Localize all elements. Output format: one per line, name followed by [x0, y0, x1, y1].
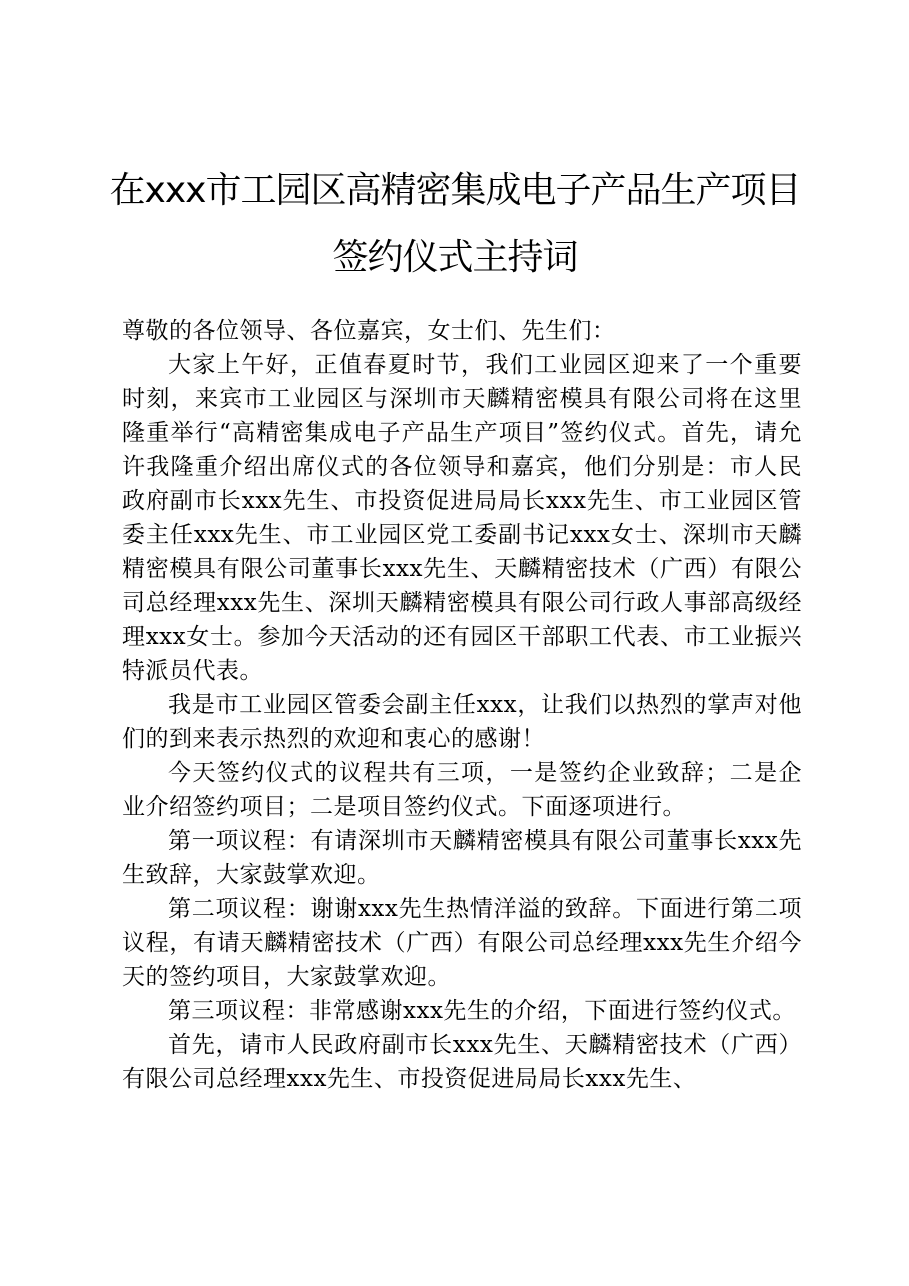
document-title-line-2: 签约仪式主持词 — [332, 237, 578, 278]
paragraph-opening: 大家上午好，正值春夏时节，我们工业园区迎来了一个重要时刻，来宾市工业园区与深圳市天麟精密模具有限公司将在这里隆重举行“高精密集成电子产品生产项目”签约仪式。首先，请允许我隆重介绍出席仪式的各位领导和嘉宾，他们分别是：市人民政府副市长xxx先生、市投资促进局局长xxx先生、市工业园区管委主任xxx先生、市工业园区党工委副书记xxx女士、深圳市天麟精密模具有限公司董事长xxx先生、天麟精密技术（广西）有限公司总经理xxx先生、深圳天麟精密模具有限公司行政人事部高级经理xxx女士。参加今天活动的还有园区干部职工代表、市工业振兴特派员代表。 — [122, 352, 802, 684]
paragraph-agenda-item-1: 第一项议程：有请深圳市天麟精密模具有限公司董事长xxx先生致辞，大家鼓掌欢迎。 — [122, 828, 802, 888]
paragraph-agenda: 今天签约仪式的议程共有三项，一是签约企业致辞；二是企业介绍签约项目；二是项目签约仪式。下面逐项进行。 — [122, 760, 802, 820]
paragraph-host-intro: 我是市工业园区管委会副主任xxx，让我们以热烈的掌声对他们的到来表示热烈的欢迎和衷心的感谢！ — [122, 692, 802, 752]
salutation: 尊敬的各位领导、各位嘉宾，女士们、先生们： — [122, 318, 616, 344]
document-body — [122, 314, 802, 1096]
paragraph-agenda-item-3: 第三项议程：非常感谢xxx先生的介绍，下面进行签约仪式。 — [168, 998, 796, 1024]
document-title-line-1: 在xxx市工园区高精密集成电子产品生产项目 — [109, 170, 801, 211]
paragraph-agenda-item-2: 第二项议程：谢谢xxx先生热情洋溢的致辞。下面进行第二项议程，有请天麟精密技术（广西）有限公司总经理xxx先生介绍今天的签约项目，大家鼓掌欢迎。 — [122, 896, 802, 990]
paragraph-signing: 首先，请市人民政府副市长xxx先生、天麟精密技术（广西）有限公司总经理xxx先生、市投资促进局局长xxx先生、 — [122, 1032, 802, 1092]
